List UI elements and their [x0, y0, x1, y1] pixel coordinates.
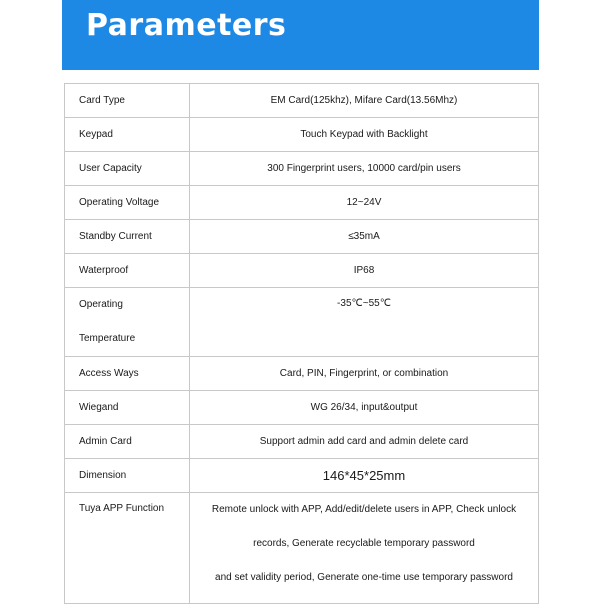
- table-row: [65, 459, 539, 493]
- param-label-line: Temperature: [79, 333, 136, 344]
- param-value: [190, 493, 539, 604]
- param-label: User Capacity: [65, 152, 190, 186]
- param-label: Operating Voltage: [65, 186, 190, 220]
- table-row: [65, 84, 539, 118]
- table-row: [65, 152, 539, 186]
- param-label: Keypad: [65, 118, 190, 152]
- table-row: [65, 288, 539, 357]
- param-label: Dimension: [65, 459, 190, 493]
- table-row: [65, 357, 539, 391]
- param-label: Wiegand: [65, 391, 190, 425]
- param-label: Waterproof: [65, 254, 190, 288]
- param-label: Admin Card: [65, 425, 190, 459]
- param-value: EM Card(125khz), Mifare Card(13.56Mhz): [190, 84, 539, 118]
- param-label-line: Operating: [79, 299, 123, 310]
- table-row: [65, 425, 539, 459]
- param-value: 146*45*25mm: [190, 459, 539, 493]
- param-value-line: Remote unlock with APP, Add/edit/delete users in APP, Check unlock: [211, 504, 517, 515]
- header-banner: [62, 0, 539, 70]
- param-value: 12~24V: [190, 186, 539, 220]
- param-label: Card Type: [65, 84, 190, 118]
- param-value: Support admin add card and admin delete card: [190, 425, 539, 459]
- param-label: Access Ways: [65, 357, 190, 391]
- param-value-line: records, Generate recyclable temporary password: [253, 538, 475, 549]
- param-value: -35℃~55℃: [190, 288, 539, 357]
- param-value: 300 Fingerprint users, 10000 card/pin users: [190, 152, 539, 186]
- param-value: IP68: [190, 254, 539, 288]
- param-value: Touch Keypad with Backlight: [190, 118, 539, 152]
- param-value-line: and set validity period, Generate one-time use temporary password: [215, 572, 513, 583]
- table-row: [65, 391, 539, 425]
- parameters-table: [64, 83, 539, 604]
- table-row: [65, 220, 539, 254]
- table-row: [65, 254, 539, 288]
- param-value: ≤35mA: [190, 220, 539, 254]
- param-label: [65, 288, 190, 357]
- table-row: [65, 118, 539, 152]
- param-label: Tuya APP Function: [65, 493, 190, 604]
- param-label: Standby Current: [65, 220, 190, 254]
- param-value: WG 26/34, input&output: [190, 391, 539, 425]
- table-row: [65, 186, 539, 220]
- param-value: Card, PIN, Fingerprint, or combination: [190, 357, 539, 391]
- table-row: [65, 493, 539, 604]
- page-title: Parameters: [86, 8, 287, 43]
